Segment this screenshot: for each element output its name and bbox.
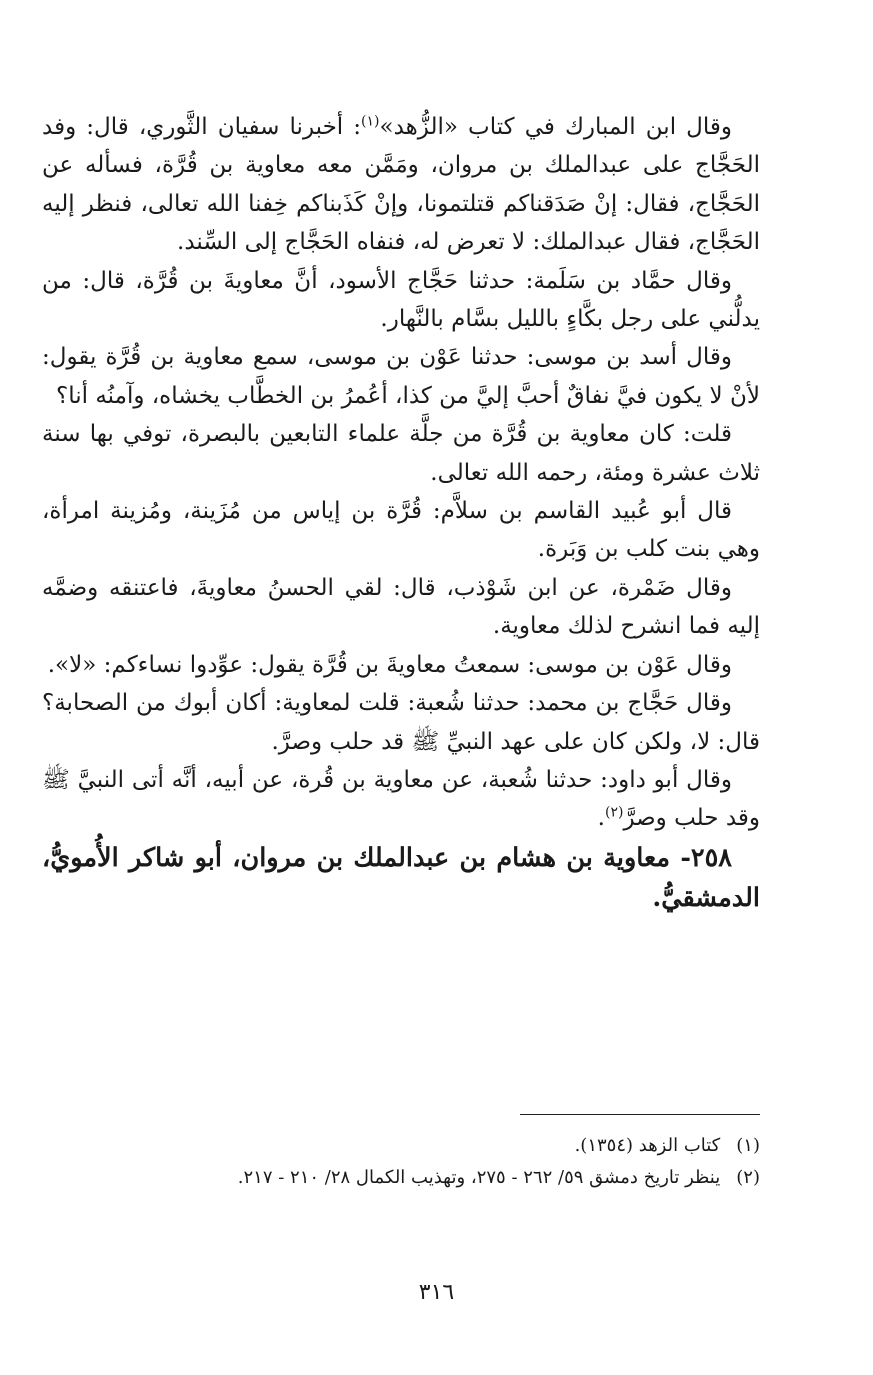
paragraph-5: قال أبو عُبيد القاسم بن سلاَّم: قُرَّة بن إياس من مُزَينة، ومُزينة امرأة، وهي بنت كلب بن وَبَرة. <box>42 498 760 563</box>
footnote-ref-1: (١) <box>361 113 380 130</box>
paragraph-6: وقال ضَمْرة، عن ابن شَوْذب، قال: لقي الحسنُ معاويةَ، فاعتنقه وضمَّه إليه فما انشرح لذلك معاوية. <box>42 574 760 640</box>
paragraph-1-text: وقال ابن المبارك في كتاب «الزُّهد» <box>379 114 732 140</box>
paragraph-4: قلت: كان معاوية بن قُرَّة من جلَّة علماء التابعين بالبصرة، توفي بها سنة ثلاث عشرة ومئة، رحمه الله تعالى. <box>42 421 760 486</box>
paragraph-9-text: وقال أبو داود: حدثنا شُعبة، عن معاوية بن قُرة، عن أبيه، أنَّه أتى النبيَّ ﷺ وقد حلب وصرَّ <box>42 766 760 832</box>
main-text <box>42 108 760 918</box>
paragraph-9 <box>42 761 760 838</box>
footnote-divider <box>520 1114 760 1115</box>
footnote-ref-2: (٢) <box>604 804 624 821</box>
footnotes <box>60 1130 760 1194</box>
paragraph-1-rest: : أخبرنا سفيان الثَّوري، قال: وفد الحَجَّاج على عبدالملك بن مروان، ومَمَّن معه معاوية بن قُرَّة، فسأله عن الحَجَّاج، فقال: إنْ صَدَقناكم قتلتمونا، وإنْ كَذَبناكم خِفنا الله تعالى، فنظر إليه الحَجَّاج، فقال عبدالملك: لا تعرض له، فنفاه الحَجَّاج إلى السِّند. <box>42 114 760 256</box>
paragraph-3: وقال أسد بن موسى: حدثنا عَوْن بن موسى، سمع معاوية بن قُرَّة يقول: لأنْ لا يكون فيَّ نفاقٌ أحبَّ إليَّ من كذا، أعُمرُ بن الخطَّاب يخشاه، وآمنُه أنا؟ <box>42 344 760 409</box>
paragraph-1 <box>42 108 760 262</box>
footnote-1 <box>60 1130 760 1162</box>
paragraph-8: وقال حَجَّاج بن محمد: حدثنا شُعبة: قلت لمعاوية: أكان أبوك من الصحابة؟ قال: لا، ولكن كان على عهد النبيِّ ﷺ قد حلب وصرَّ. <box>42 690 760 755</box>
footnote-1-text: كتاب الزهد (١٣٥٤). <box>574 1135 721 1156</box>
footnote-2 <box>60 1162 760 1194</box>
footnote-1-number: (١) <box>736 1135 760 1156</box>
page-number: ٣١٦ <box>418 1280 455 1305</box>
footnote-2-number: (٢) <box>736 1167 760 1188</box>
paragraph-2: وقال حمَّاد بن سَلَمة: حدثنا حَجَّاج الأسود، أنَّ معاويةَ بن قُرَّة، قال: من يدلُّني على رجل بكَّاءٍ بالليل بسَّام بالنَّهار. <box>42 267 760 333</box>
entry-heading: ٢٥٨- معاوية بن هشام بن عبدالملك بن مروان، أبو شاكر الأُمويُّ، الدمشقيُّ. <box>42 842 760 913</box>
footnote-2-text: ينظر تاريخ دمشق ٥٩/ ٢٦٢ - ٢٧٥، وتهذيب الكمال ٢٨/ ٢١٠ - ٢١٧. <box>237 1167 721 1188</box>
paragraph-7: وقال عَوْن بن موسى: سمعتُ معاويةَ بن قُرَّة يقول: عوِّدوا نساءكم: «لا». <box>47 651 732 678</box>
paragraph-9-rest: . <box>597 805 605 832</box>
